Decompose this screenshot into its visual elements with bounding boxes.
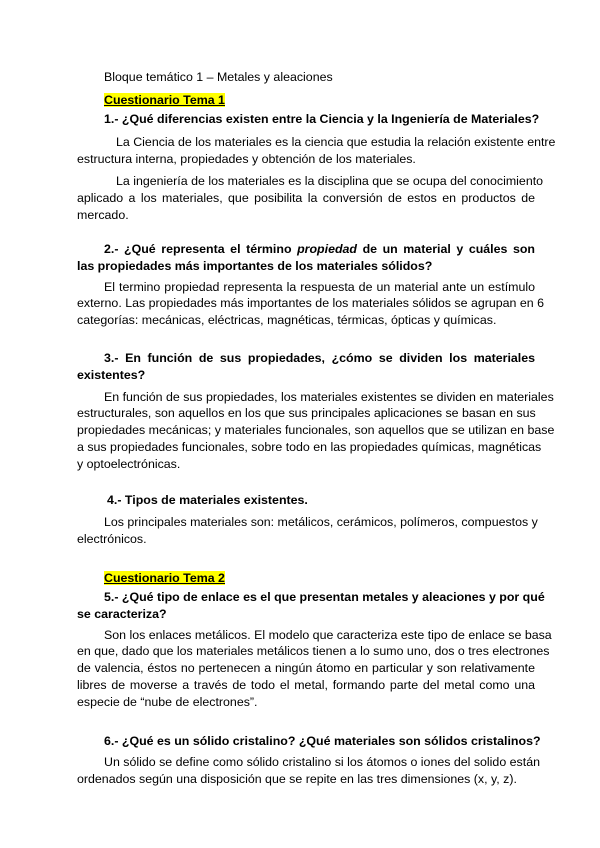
question-2-title-end: de un material y cuáles son — [362, 242, 535, 256]
question-5-paragraph-line: de valencia, éstos no pertenecen a ningún átomo en particular y son relativamente — [77, 661, 535, 676]
question-2-title-term: propiedad — [297, 242, 357, 256]
question-6-paragraph-line: Un sólido se define como sólido cristalino si los átomos o iones del solido están — [104, 754, 540, 769]
header-text: Bloque temático 1 – Metales y aleaciones — [104, 70, 333, 84]
question-2-title-line-2: las propiedades más importantes de los materiales sólidos? — [77, 258, 433, 273]
question-4-paragraph-line: Los principales materiales son: metálicos, cerámicos, polímeros, compuestos y — [104, 514, 538, 529]
question-6-title: 6.- ¿Qué es un sólido cristalino? ¿Qué materiales son sólidos cristalinos? — [104, 734, 541, 748]
question-1-paragraph-2-line: mercado. — [77, 207, 129, 222]
question-1-paragraph-1-line: estructura interna, propiedades y obtención de los materiales. — [77, 151, 416, 166]
question-5-paragraph-line: libres de moverse a través de todo el metal, formando parte del metal como una — [77, 677, 535, 692]
question-5-paragraph-line: Son los enlaces metálicos. El modelo que caracteriza este tipo de enlace se basa — [104, 627, 552, 642]
question-5-title-line: se caracteriza? — [77, 606, 167, 621]
question-1-paragraph-2-line: La ingeniería de los materiales es la disciplina que se ocupa del conocimiento — [116, 174, 544, 189]
question-1 — [77, 111, 556, 224]
question-5-paragraph-line: especie de “nube de electrones”. — [77, 694, 258, 709]
question-1-paragraph-1-line: La Ciencia de los materiales es la ciencia que estudia la relación existente entre — [116, 134, 556, 149]
question-2-title-start: 2.- ¿Qué representa el término — [104, 242, 292, 256]
question-5 — [77, 589, 552, 711]
question-3 — [77, 350, 555, 473]
question-2 — [77, 241, 544, 329]
question-5-paragraph-line: en que, dado que los materiales metálicos tienen a lo sumo uno, dos o tres electrones — [77, 644, 550, 659]
question-6-paragraph-line: ordenados según una disposición que se repite en las tres dimensiones (x, y, z). — [77, 771, 517, 786]
question-3-title-line: 3.- En función de sus propiedades, ¿cómo se dividen los materiales — [104, 351, 535, 365]
question-3-paragraph-line: propiedades mecánicas; y materiales funcionales, son aquellos que se utilizan en base — [77, 423, 555, 438]
question-1-title: 1.- ¿Qué diferencias existen entre la Ciencia y la Ingeniería de Materiales? — [104, 112, 540, 126]
tema2-title: Cuestionario Tema 2 — [104, 571, 225, 585]
question-2-paragraph-line: El termino propiedad representa la respuesta de un material ante un estímulo — [104, 279, 535, 294]
question-2-title-line — [77, 241, 535, 258]
question-6 — [77, 733, 541, 787]
question-2-paragraph-line: externo. Las propiedades más importantes de los materiales sólidos se agrupan en 6 — [77, 296, 544, 311]
question-3-title-line: existentes? — [77, 367, 146, 382]
question-3-paragraph-line: y optoelectrónicas. — [77, 456, 181, 471]
question-1-paragraph-2-line: aplicado a los materiales, que posibilita la conversión de estos en productos de — [77, 191, 535, 206]
question-2-paragraph-line: categorías: mecánicas, eléctricas, magnéticas, térmicas, ópticas y químicas. — [77, 313, 497, 328]
question-3-paragraph-line: a sus propiedades funcionales, sobre todo en las propiedades químicas, magnéticas — [77, 439, 542, 454]
question-3-paragraph-line: En función de sus propiedades, los materiales existentes se dividen en materiales — [104, 389, 554, 404]
question-4-paragraph-line: electrónicos. — [77, 531, 147, 546]
document-header — [77, 69, 535, 86]
question-5-title-line: 5.- ¿Qué tipo de enlace es el que presentan metales y aleaciones y por qué — [104, 590, 545, 604]
tema1-title: Cuestionario Tema 1 — [104, 93, 225, 107]
tema1-heading — [77, 92, 535, 109]
tema2-heading — [77, 570, 535, 587]
question-3-paragraph-line: estructurales, son aquellos en los que sus principales aplicaciones se basan en sus — [77, 406, 536, 421]
question-4 — [77, 492, 538, 547]
question-4-title: 4.- Tipos de materiales existentes. — [107, 493, 308, 507]
